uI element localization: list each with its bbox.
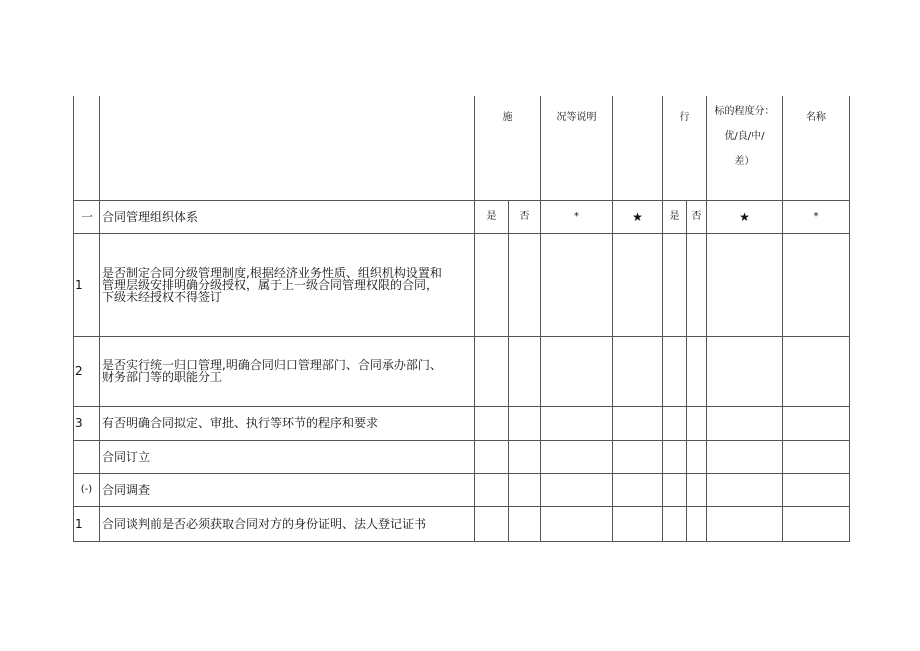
cell [541, 440, 613, 473]
header-xing-label: 行 [679, 112, 690, 123]
cell [475, 233, 509, 336]
subsection1-row [74, 473, 850, 506]
cell [707, 406, 783, 440]
header-blank [613, 96, 663, 200]
subsection1-num: (-) [74, 473, 100, 506]
cell [783, 506, 850, 541]
cell [509, 336, 541, 406]
cell [783, 233, 850, 336]
cell [541, 336, 613, 406]
header-kuang-label: 况等说明 [556, 112, 597, 123]
cell [687, 440, 707, 473]
header-content-cell [100, 96, 475, 200]
header-mingcheng-label: 名称 [806, 112, 826, 123]
cell [783, 473, 850, 506]
subsection1-title: 合同调查 [100, 473, 475, 506]
cell [541, 506, 613, 541]
row1-text [100, 233, 475, 336]
header-biao [707, 96, 783, 200]
cell [687, 473, 707, 506]
header-biao-line3: 差） [734, 156, 755, 167]
cell [707, 440, 783, 473]
cell [663, 440, 687, 473]
cell [783, 406, 850, 440]
row2-num: 2 [74, 336, 100, 406]
cell [707, 473, 783, 506]
row1-line1: 是否制定合同分级管理制度,根据经济业务性质、组织机构设置和 [102, 265, 442, 280]
cell [475, 406, 509, 440]
section1-no2: 否 [687, 200, 707, 233]
cell [663, 406, 687, 440]
cell [613, 406, 663, 440]
section2-row [74, 440, 850, 473]
cell [613, 336, 663, 406]
cell [613, 233, 663, 336]
cell [783, 440, 850, 473]
header-shi [475, 96, 541, 200]
cell [613, 506, 663, 541]
header-biao-line1: 标的程度分： [714, 106, 775, 117]
header-row [74, 96, 850, 200]
row2-text [100, 336, 475, 406]
section2-num [74, 440, 100, 473]
section1-yes2: 是 [663, 200, 687, 233]
header-shi-label: 施 [502, 112, 513, 123]
cell [509, 440, 541, 473]
cell [475, 440, 509, 473]
cell [687, 506, 707, 541]
cell [541, 406, 613, 440]
section1-yes: 是 [475, 200, 509, 233]
row3-text: 有否明确合同拟定、审批、执行等环节的程序和要求 [100, 406, 475, 440]
header-num-cell [74, 96, 100, 200]
cell [663, 336, 687, 406]
row2-line2: 财务部门等的职能分工 [102, 370, 223, 384]
section1-asterisk: * [541, 200, 613, 233]
section1-no: 否 [509, 200, 541, 233]
header-xing [663, 96, 707, 200]
cell [613, 440, 663, 473]
table-row [74, 336, 850, 406]
cell [509, 406, 541, 440]
header-mingcheng [783, 96, 850, 200]
header-biao-line2: 优/良/中/ [724, 131, 765, 142]
cell [783, 336, 850, 406]
cell [663, 506, 687, 541]
table-row [74, 506, 850, 541]
cell [509, 233, 541, 336]
table-row [74, 233, 850, 336]
header-kuang [541, 96, 613, 200]
row2-line1: 是否实行统一归口管理,明确合同归口管理部门、合同承办部门、 [102, 358, 442, 372]
cell [687, 336, 707, 406]
section1-row [74, 200, 850, 233]
table-row [74, 406, 850, 440]
cell [475, 473, 509, 506]
row1-num: 1 [74, 233, 100, 336]
cell [541, 233, 613, 336]
section2-title: 合同订立 [100, 440, 475, 473]
cell [707, 506, 783, 541]
cell [613, 473, 663, 506]
evaluation-table [73, 96, 850, 542]
row1-line2: 管理层级安排明确分级授权，属于上一级合同管理权限的合同， [102, 277, 439, 292]
section1-title: 合同管理组织体系 [100, 200, 475, 233]
cell [663, 473, 687, 506]
cell [475, 336, 509, 406]
section1-star2: ★ [707, 200, 783, 233]
cell [687, 406, 707, 440]
cell [687, 233, 707, 336]
last-row-num: 1 [74, 506, 100, 541]
cell [707, 233, 783, 336]
row3-num: 3 [74, 406, 100, 440]
cell [663, 233, 687, 336]
cell [541, 473, 613, 506]
cell [475, 506, 509, 541]
last-row-text: 合同谈判前是否必须获取合同对方的身份证明、法人登记证书 [100, 506, 475, 541]
row1-line3: 下级未经授权不得签订 [102, 289, 223, 304]
cell [707, 336, 783, 406]
section1-asterisk2: * [783, 200, 850, 233]
cell [509, 473, 541, 506]
section1-star: ★ [613, 200, 663, 233]
cell [509, 506, 541, 541]
section1-num: 一 [74, 200, 100, 233]
